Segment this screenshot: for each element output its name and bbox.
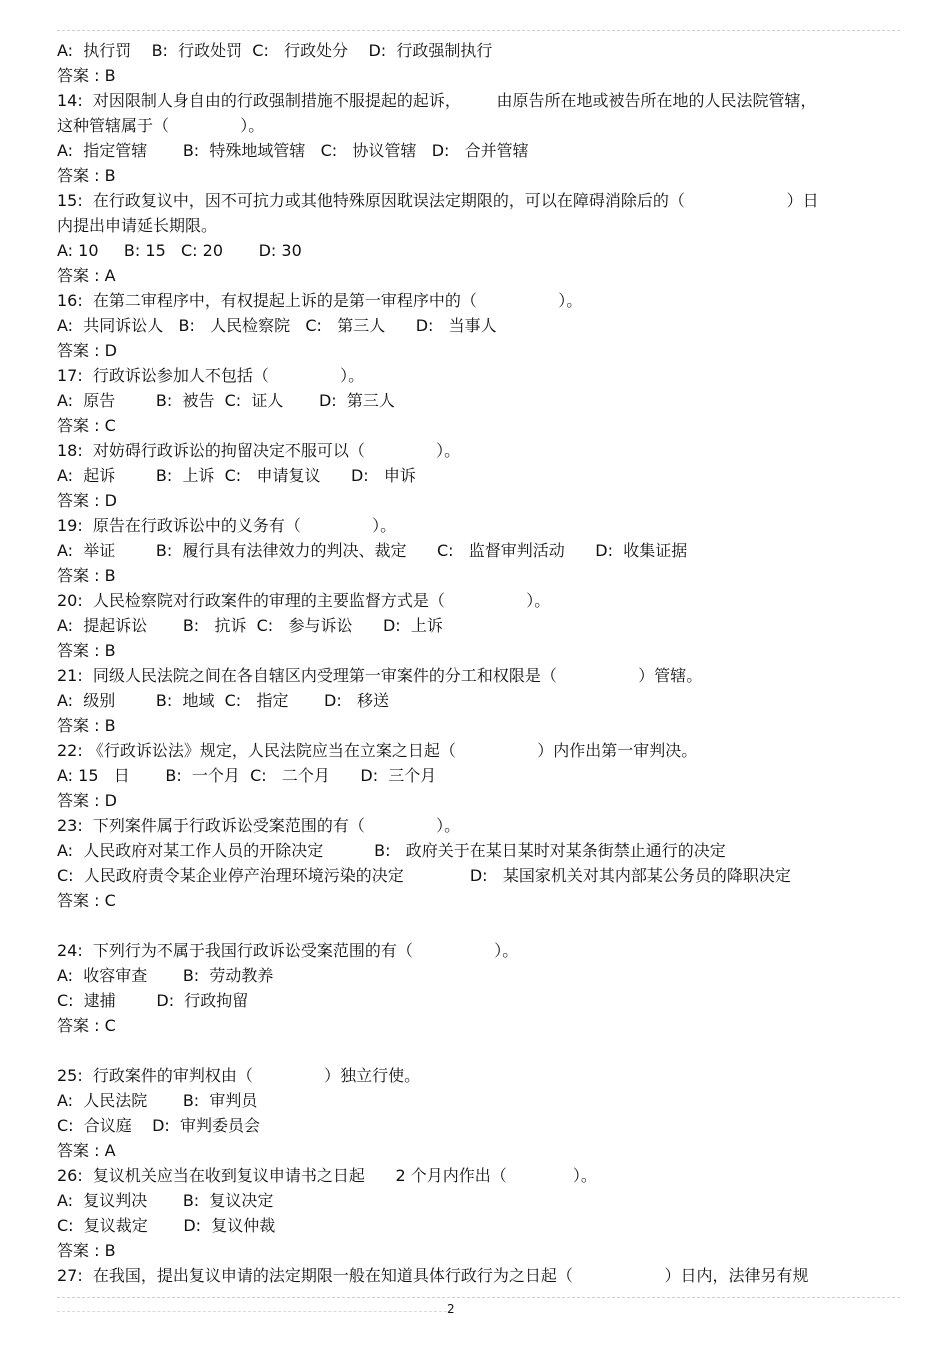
- options-line: A: 10 B: 15 C: 20 D: 30: [57, 241, 302, 260]
- question-line: 22: 《行政诉讼法》规定，人民法院应当在立案之日起（ ）内作出第一审判决。: [57, 741, 698, 760]
- options-line: A: 共同诉讼人 B: 人民检察院 C: 第三人 D: 当事人: [57, 316, 497, 335]
- question-line: 这种管辖属于（ ）。: [57, 116, 265, 135]
- question-line: 15: 在行政复议中，因不可抗力或其他特殊原因耽误法定期限的，可以在障碍消除后的（ ）日: [57, 191, 819, 210]
- question-line: 14: 对因限制人身自由的行政强制措施不服提起的起诉， 由原告所在地或被告所在地的人民法院管辖，: [57, 91, 817, 110]
- blank-line: [57, 913, 907, 938]
- answer-line: 答案 : B: [57, 166, 116, 185]
- bottom-divider: [57, 1297, 900, 1298]
- question-line: 20: 人民检察院对行政案件的审理的主要监督方式是（ ）。: [57, 591, 551, 610]
- options-line: A: 15 日 B: 一个月 C: 二个月 D: 三个月: [57, 766, 437, 785]
- options-line: A: 指定管辖 B: 特殊地域管辖 C: 协议管辖 D: 合并管辖: [57, 141, 529, 160]
- options-line: A: 人民法院 B: 审判员: [57, 1091, 258, 1110]
- answer-line: 答案 : B: [57, 716, 116, 735]
- question-line: 17: 行政诉讼参加人不包括（ ）。: [57, 366, 365, 385]
- question-line: 24: 下列行为不属于我国行政诉讼受案范围的有（ ）。: [57, 941, 519, 960]
- answer-line: 答案 : C: [57, 891, 116, 910]
- answer-line: 答案 : A: [57, 266, 116, 285]
- answer-line: 答案 : C: [57, 1016, 116, 1035]
- options-line: A: 人民政府对某工作人员的开除决定 B: 政府关于在某日某时对某条街禁止通行的决定: [57, 841, 726, 860]
- answer-line: 答案 : C: [57, 416, 116, 435]
- answer-line: 答案 : B: [57, 641, 116, 660]
- page-number: 2: [447, 1302, 455, 1316]
- answer-line: 答案 : D: [57, 791, 117, 810]
- options-line: A: 复议判决 B: 复议决定: [57, 1191, 274, 1210]
- top-divider: [57, 30, 900, 31]
- options-line: C: 人民政府责令某企业停产治理环境污染的决定 D: 某国家机关对其内部某公务员的降职决定: [57, 866, 791, 885]
- text-line: A: 执行罚 B: 行政处罚 C: 行政处分 D: 行政强制执行: [57, 41, 493, 60]
- question-line: 27: 在我国，提出复议申请的法定期限一般在知道具体行政行为之日起（ ）日内，法律另有规: [57, 1266, 809, 1285]
- options-line: C: 复议裁定 D: 复议仲裁: [57, 1216, 276, 1235]
- options-line: A: 级别 B: 地域 C: 指定 D: 移送: [57, 691, 390, 710]
- answer-line: 答案 : A: [57, 1141, 116, 1160]
- question-line: 25: 行政案件的审判权由（ ）独立行使。: [57, 1066, 421, 1085]
- question-line: 23: 下列案件属于行政诉讼受案范围的有（ ）。: [57, 816, 461, 835]
- answer-line: 答案 : B: [57, 566, 116, 585]
- options-line: C: 逮捕 D: 行政拘留: [57, 991, 249, 1010]
- options-line: A: 提起诉讼 B: 抗诉 C: 参与诉讼 D: 上诉: [57, 616, 443, 635]
- answer-line: 答案 : B: [57, 66, 116, 85]
- question-line: 18: 对妨碍行政诉讼的拘留决定不服可以（ ）。: [57, 441, 461, 460]
- options-line: A: 原告 B: 被告 C: 证人 D: 第三人: [57, 391, 395, 410]
- answer-line: 答案 : D: [57, 491, 117, 510]
- answer-line: 答案 : D: [57, 341, 117, 360]
- options-line: C: 合议庭 D: 审判委员会: [57, 1116, 260, 1135]
- question-line: 26: 复议机关应当在收到复议申请书之日起 2 个月内作出（ ）。: [57, 1166, 597, 1185]
- question-line: 内提出申请延长期限。: [57, 216, 218, 235]
- options-line: A: 举证 B: 履行具有法律效力的判决、裁定 C: 监督审判活动 D: 收集证据: [57, 541, 688, 560]
- bottom-divider-short: [57, 1311, 447, 1312]
- question-line: 16: 在第二审程序中，有权提起上诉的是第一审程序中的（ ）。: [57, 291, 583, 310]
- question-line: 21: 同级人民法院之间在各自辖区内受理第一审案件的分工和权限是（ ）管辖。: [57, 666, 703, 685]
- blank-line: [57, 1038, 907, 1063]
- answer-line: 答案 : B: [57, 1241, 116, 1260]
- options-line: A: 收容审查 B: 劳动教养: [57, 966, 274, 985]
- question-line: 19: 原告在行政诉讼中的义务有（ ）。: [57, 516, 397, 535]
- question-list: [57, 38, 907, 1288]
- options-line: A: 起诉 B: 上诉 C: 申请复议 D: 申诉: [57, 466, 416, 485]
